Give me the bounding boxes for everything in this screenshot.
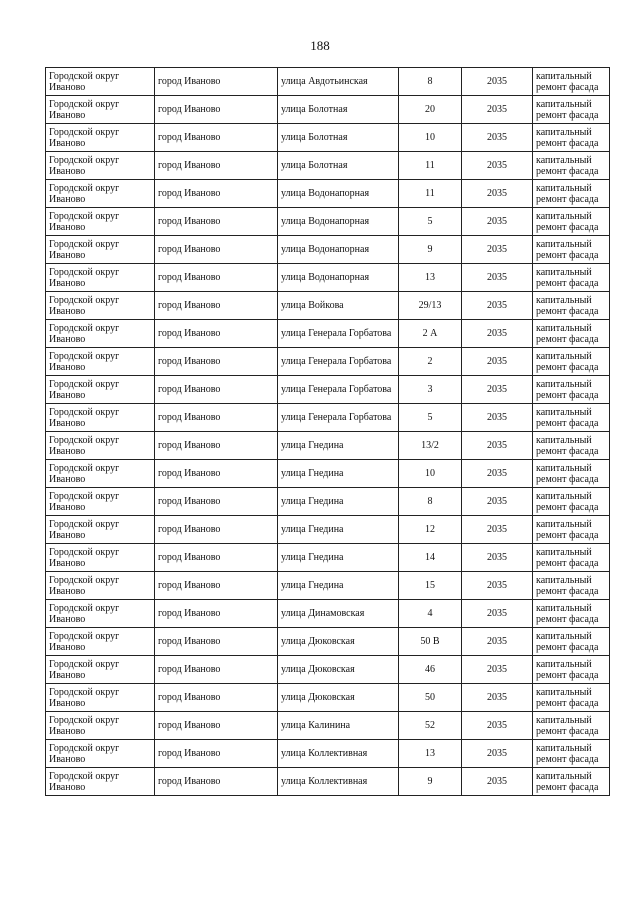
house-number-cell: 4 (399, 600, 462, 628)
house-number-cell: 29/13 (399, 292, 462, 320)
street-cell: улица Генерала Горбатова (278, 348, 399, 376)
table-row (46, 320, 610, 348)
year-cell: 2035 (462, 292, 533, 320)
city-cell: город Иваново (155, 208, 278, 236)
city-cell: город Иваново (155, 460, 278, 488)
table-row (46, 348, 610, 376)
year-cell: 2035 (462, 376, 533, 404)
work-type-cell: капитальный ремонт фасада (533, 600, 610, 628)
street-cell: улица Дюковская (278, 628, 399, 656)
registry-table-body (46, 68, 610, 796)
city-cell: город Иваново (155, 712, 278, 740)
street-cell: улица Коллективная (278, 768, 399, 796)
house-number-cell: 13/2 (399, 432, 462, 460)
city-cell: город Иваново (155, 124, 278, 152)
city-cell: город Иваново (155, 152, 278, 180)
house-number-cell: 5 (399, 404, 462, 432)
table-row (46, 768, 610, 796)
city-cell: город Иваново (155, 432, 278, 460)
street-cell: улица Гнедина (278, 460, 399, 488)
district-cell: Городской округ Иваново (46, 404, 155, 432)
year-cell: 2035 (462, 236, 533, 264)
work-type-cell: капитальный ремонт фасада (533, 124, 610, 152)
year-cell: 2035 (462, 348, 533, 376)
house-number-cell: 8 (399, 68, 462, 96)
district-cell: Городской округ Иваново (46, 656, 155, 684)
work-type-cell: капитальный ремонт фасада (533, 460, 610, 488)
work-type-cell: капитальный ремонт фасада (533, 348, 610, 376)
table-row (46, 600, 610, 628)
district-cell: Городской округ Иваново (46, 768, 155, 796)
work-type-cell: капитальный ремонт фасада (533, 544, 610, 572)
house-number-cell: 2 А (399, 320, 462, 348)
street-cell: улица Гнедина (278, 572, 399, 600)
table-row (46, 96, 610, 124)
year-cell: 2035 (462, 516, 533, 544)
page-number: 188 (310, 38, 330, 53)
district-cell: Городской округ Иваново (46, 264, 155, 292)
city-cell: город Иваново (155, 740, 278, 768)
work-type-cell: капитальный ремонт фасада (533, 376, 610, 404)
table-row (46, 68, 610, 96)
year-cell: 2035 (462, 684, 533, 712)
district-cell: Городской округ Иваново (46, 740, 155, 768)
city-cell: город Иваново (155, 656, 278, 684)
street-cell: улица Войкова (278, 292, 399, 320)
table-row (46, 712, 610, 740)
street-cell: улица Динамовская (278, 600, 399, 628)
work-type-cell: капитальный ремонт фасада (533, 628, 610, 656)
street-cell: улица Водонапорная (278, 264, 399, 292)
house-number-cell: 10 (399, 460, 462, 488)
city-cell: город Иваново (155, 292, 278, 320)
district-cell: Городской округ Иваново (46, 432, 155, 460)
table-row (46, 488, 610, 516)
district-cell: Городской округ Иваново (46, 180, 155, 208)
year-cell: 2035 (462, 600, 533, 628)
table-row (46, 656, 610, 684)
year-cell: 2035 (462, 320, 533, 348)
work-type-cell: капитальный ремонт фасада (533, 432, 610, 460)
city-cell: город Иваново (155, 264, 278, 292)
house-number-cell: 11 (399, 180, 462, 208)
house-number-cell: 12 (399, 516, 462, 544)
street-cell: улица Калинина (278, 712, 399, 740)
city-cell: город Иваново (155, 628, 278, 656)
city-cell: город Иваново (155, 768, 278, 796)
work-type-cell: капитальный ремонт фасада (533, 404, 610, 432)
year-cell: 2035 (462, 124, 533, 152)
work-type-cell: капитальный ремонт фасада (533, 516, 610, 544)
table-row (46, 208, 610, 236)
street-cell: улица Гнедина (278, 432, 399, 460)
year-cell: 2035 (462, 152, 533, 180)
year-cell: 2035 (462, 628, 533, 656)
year-cell: 2035 (462, 488, 533, 516)
street-cell: улица Авдотьинская (278, 68, 399, 96)
work-type-cell: капитальный ремонт фасада (533, 264, 610, 292)
street-cell: улица Болотная (278, 96, 399, 124)
house-number-cell: 3 (399, 376, 462, 404)
street-cell: улица Дюковская (278, 684, 399, 712)
table-row (46, 544, 610, 572)
district-cell: Городской округ Иваново (46, 236, 155, 264)
street-cell: улица Водонапорная (278, 236, 399, 264)
street-cell: улица Болотная (278, 124, 399, 152)
city-cell: город Иваново (155, 600, 278, 628)
year-cell: 2035 (462, 68, 533, 96)
year-cell: 2035 (462, 712, 533, 740)
district-cell: Городской округ Иваново (46, 124, 155, 152)
year-cell: 2035 (462, 404, 533, 432)
year-cell: 2035 (462, 656, 533, 684)
table-row (46, 236, 610, 264)
table-row (46, 460, 610, 488)
city-cell: город Иваново (155, 516, 278, 544)
work-type-cell: капитальный ремонт фасада (533, 96, 610, 124)
table-row (46, 180, 610, 208)
work-type-cell: капитальный ремонт фасада (533, 180, 610, 208)
work-type-cell: капитальный ремонт фасада (533, 68, 610, 96)
table-row (46, 740, 610, 768)
city-cell: город Иваново (155, 684, 278, 712)
table-row (46, 152, 610, 180)
city-cell: город Иваново (155, 404, 278, 432)
table-row (46, 432, 610, 460)
table-row (46, 292, 610, 320)
work-type-cell: капитальный ремонт фасада (533, 488, 610, 516)
house-number-cell: 50 В (399, 628, 462, 656)
year-cell: 2035 (462, 460, 533, 488)
house-number-cell: 15 (399, 572, 462, 600)
city-cell: город Иваново (155, 180, 278, 208)
house-number-cell: 2 (399, 348, 462, 376)
street-cell: улица Коллективная (278, 740, 399, 768)
work-type-cell: капитальный ремонт фасада (533, 320, 610, 348)
district-cell: Городской округ Иваново (46, 68, 155, 96)
house-number-cell: 5 (399, 208, 462, 236)
table-row (46, 516, 610, 544)
year-cell: 2035 (462, 432, 533, 460)
city-cell: город Иваново (155, 376, 278, 404)
street-cell: улица Гнедина (278, 488, 399, 516)
year-cell: 2035 (462, 264, 533, 292)
district-cell: Городской округ Иваново (46, 712, 155, 740)
district-cell: Городской округ Иваново (46, 376, 155, 404)
district-cell: Городской округ Иваново (46, 96, 155, 124)
district-cell: Городской округ Иваново (46, 572, 155, 600)
table-row (46, 376, 610, 404)
street-cell: улица Генерала Горбатова (278, 320, 399, 348)
house-number-cell: 13 (399, 264, 462, 292)
district-cell: Городской округ Иваново (46, 320, 155, 348)
district-cell: Городской округ Иваново (46, 488, 155, 516)
district-cell: Городской округ Иваново (46, 684, 155, 712)
district-cell: Городской округ Иваново (46, 208, 155, 236)
street-cell: улица Дюковская (278, 656, 399, 684)
city-cell: город Иваново (155, 572, 278, 600)
table-row (46, 628, 610, 656)
street-cell: улица Водонапорная (278, 208, 399, 236)
district-cell: Городской округ Иваново (46, 600, 155, 628)
house-number-cell: 9 (399, 768, 462, 796)
district-cell: Городской округ Иваново (46, 628, 155, 656)
house-number-cell: 46 (399, 656, 462, 684)
house-number-cell: 20 (399, 96, 462, 124)
street-cell: улица Генерала Горбатова (278, 404, 399, 432)
work-type-cell: капитальный ремонт фасада (533, 152, 610, 180)
year-cell: 2035 (462, 572, 533, 600)
city-cell: город Иваново (155, 488, 278, 516)
year-cell: 2035 (462, 740, 533, 768)
work-type-cell: капитальный ремонт фасада (533, 712, 610, 740)
work-type-cell: капитальный ремонт фасада (533, 656, 610, 684)
district-cell: Городской округ Иваново (46, 152, 155, 180)
street-cell: улица Водонапорная (278, 180, 399, 208)
city-cell: город Иваново (155, 320, 278, 348)
house-number-cell: 50 (399, 684, 462, 712)
work-type-cell: капитальный ремонт фасада (533, 236, 610, 264)
city-cell: город Иваново (155, 236, 278, 264)
street-cell: улица Гнедина (278, 516, 399, 544)
street-cell: улица Генерала Горбатова (278, 376, 399, 404)
work-type-cell: капитальный ремонт фасада (533, 292, 610, 320)
city-cell: город Иваново (155, 544, 278, 572)
city-cell: город Иваново (155, 68, 278, 96)
work-type-cell: капитальный ремонт фасада (533, 740, 610, 768)
district-cell: Городской округ Иваново (46, 348, 155, 376)
house-number-cell: 52 (399, 712, 462, 740)
table-row (46, 684, 610, 712)
street-cell: улица Гнедина (278, 544, 399, 572)
table-row (46, 572, 610, 600)
registry-table (45, 67, 610, 796)
city-cell: город Иваново (155, 96, 278, 124)
table-row (46, 404, 610, 432)
street-cell: улица Болотная (278, 152, 399, 180)
table-row (46, 124, 610, 152)
year-cell: 2035 (462, 768, 533, 796)
district-cell: Городской округ Иваново (46, 516, 155, 544)
district-cell: Городской округ Иваново (46, 460, 155, 488)
table-row (46, 264, 610, 292)
house-number-cell: 9 (399, 236, 462, 264)
district-cell: Городской округ Иваново (46, 292, 155, 320)
year-cell: 2035 (462, 208, 533, 236)
work-type-cell: капитальный ремонт фасада (533, 572, 610, 600)
work-type-cell: капитальный ремонт фасада (533, 768, 610, 796)
city-cell: город Иваново (155, 348, 278, 376)
house-number-cell: 13 (399, 740, 462, 768)
district-cell: Городской округ Иваново (46, 544, 155, 572)
year-cell: 2035 (462, 96, 533, 124)
work-type-cell: капитальный ремонт фасада (533, 684, 610, 712)
year-cell: 2035 (462, 180, 533, 208)
house-number-cell: 11 (399, 152, 462, 180)
work-type-cell: капитальный ремонт фасада (533, 208, 610, 236)
house-number-cell: 10 (399, 124, 462, 152)
house-number-cell: 14 (399, 544, 462, 572)
house-number-cell: 8 (399, 488, 462, 516)
year-cell: 2035 (462, 544, 533, 572)
